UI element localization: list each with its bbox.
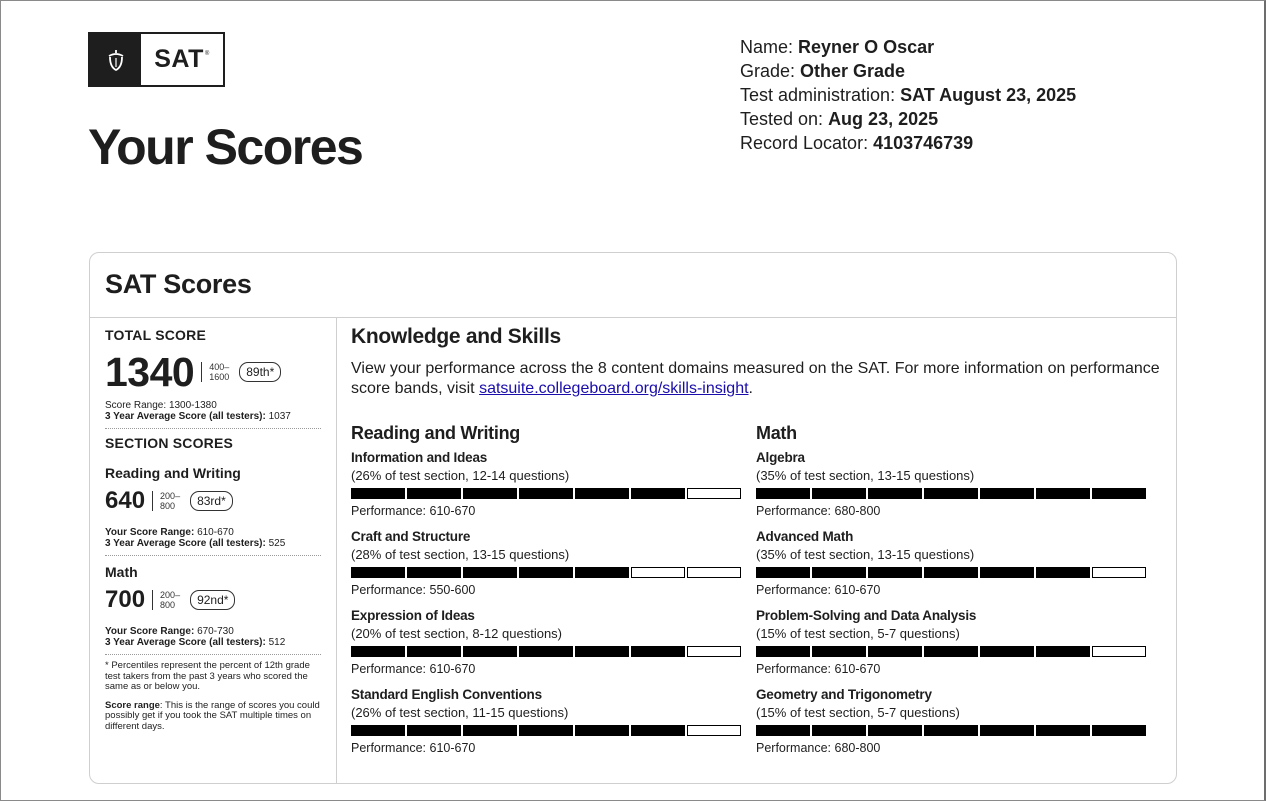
student-info	[740, 35, 1076, 155]
bar-segment-filled	[980, 725, 1034, 736]
bar-segment-filled	[812, 646, 866, 657]
skills-insight-link[interactable]: satsuite.collegeboard.org/skills-insight	[479, 380, 749, 397]
domain-share: (35% of test section, 13-15 questions)	[756, 547, 975, 562]
bar-segment-filled	[351, 646, 405, 657]
performance-bar	[351, 488, 743, 499]
bar-segment-filled	[631, 646, 685, 657]
bar-segment-filled	[463, 488, 517, 499]
dotted-divider	[105, 555, 321, 556]
domain-column-title: Reading and Writing	[351, 423, 520, 443]
bar-segment-filled	[980, 646, 1034, 657]
record-locator-row: Record Locator: 4103746739	[740, 133, 974, 153]
bar-segment-filled	[519, 488, 573, 499]
domain-performance: Performance: 610-670	[756, 662, 881, 676]
column-divider	[336, 318, 337, 784]
performance-bar	[756, 725, 1148, 736]
performance-bar	[756, 567, 1148, 578]
bar-segment-empty	[687, 567, 741, 578]
domain-item	[756, 687, 1161, 766]
student-name: Reyner O Oscar	[798, 37, 935, 57]
bar-segment-filled	[351, 725, 405, 736]
section-name: Math	[105, 564, 138, 580]
bar-segment-filled	[868, 646, 922, 657]
bar-segment-filled	[1036, 567, 1090, 578]
domain-item	[351, 687, 756, 766]
domain-performance: Performance: 610-670	[351, 504, 476, 518]
bar-segment-filled	[575, 488, 629, 499]
domain-share: (35% of test section, 13-15 questions)	[756, 468, 975, 483]
bar-segment-filled	[463, 725, 517, 736]
score-separator	[152, 491, 153, 511]
bar-segment-filled	[575, 725, 629, 736]
bar-segment-filled	[756, 646, 810, 657]
bar-segment-empty	[687, 725, 741, 736]
bar-segment-filled	[351, 567, 405, 578]
section-score-row	[105, 586, 321, 614]
knowledge-skills-title: Knowledge and Skills	[351, 325, 561, 348]
student-grade: Other Grade	[800, 61, 906, 81]
section-average-score: 3 Year Average Score (all testers): 512	[105, 637, 286, 648]
bar-segment-filled	[1036, 646, 1090, 657]
test-administration: SAT August 23, 2025	[900, 85, 1077, 105]
total-score-label: TOTAL SCORE	[105, 327, 206, 343]
domain-name: Information and Ideas	[351, 450, 488, 465]
section-rw	[105, 465, 321, 556]
bar-segment-filled	[980, 567, 1034, 578]
domain-item	[351, 529, 756, 608]
domain-item	[756, 608, 1161, 687]
section-percentile-badge: 83rd*	[190, 491, 233, 511]
acorn-icon	[90, 34, 141, 85]
bar-segment-filled	[756, 567, 810, 578]
domain-name: Geometry and Trigonometry	[756, 687, 932, 702]
bar-segment-filled	[868, 725, 922, 736]
domain-share: (15% of test section, 5-7 questions)	[756, 705, 960, 720]
bar-segment-empty	[1092, 646, 1146, 657]
bar-segment-filled	[407, 488, 461, 499]
bar-segment-filled	[924, 488, 978, 499]
score-separator	[201, 362, 202, 382]
bar-segment-filled	[1092, 725, 1146, 736]
total-score-scale: 400– 1600	[209, 362, 230, 382]
tested-on-row: Tested on: Aug 23, 2025	[740, 109, 939, 129]
bar-segment-filled	[924, 725, 978, 736]
domain-column	[351, 423, 756, 766]
performance-bar	[351, 646, 743, 657]
bar-segment-empty	[687, 488, 741, 499]
bar-segment-filled	[519, 725, 573, 736]
bar-segment-filled	[463, 646, 517, 657]
section-score: 700	[105, 586, 146, 613]
domain-share: (26% of test section, 11-15 questions)	[351, 705, 569, 720]
score-separator	[152, 590, 153, 610]
sat-logo	[88, 32, 225, 87]
bar-segment-filled	[1036, 488, 1090, 499]
performance-bar	[756, 646, 1148, 657]
record-locator: 4103746739	[873, 133, 974, 153]
domain-name: Advanced Math	[756, 529, 854, 544]
card-divider	[90, 317, 1176, 318]
domain-name: Algebra	[756, 450, 805, 465]
percentile-footnote: * Percentiles represent the percent of 12th grade test takers from the past 3 years who scored the same as or below you.	[105, 660, 310, 692]
sat-scores-card	[89, 252, 1177, 784]
bar-segment-filled	[924, 646, 978, 657]
bar-segment-empty	[631, 567, 685, 578]
bar-segment-filled	[575, 567, 629, 578]
section-score-range: Your Score Range: 670-730	[105, 626, 234, 637]
performance-bar	[351, 725, 743, 736]
domain-performance: Performance: 550-600	[351, 583, 476, 597]
test-administration-row: Test administration: SAT August 23, 2025	[740, 85, 1077, 105]
domain-name: Problem-Solving and Data Analysis	[756, 608, 977, 623]
student-grade-row: Grade: Other Grade	[740, 61, 906, 81]
bar-segment-filled	[1036, 725, 1090, 736]
domain-item	[756, 529, 1161, 608]
section-average-score: 3 Year Average Score (all testers): 525	[105, 538, 286, 549]
bar-segment-filled	[868, 567, 922, 578]
card-title: SAT Scores	[105, 269, 252, 299]
bar-segment-filled	[812, 567, 866, 578]
total-score: 1340	[105, 349, 195, 395]
bar-segment-empty	[1092, 567, 1146, 578]
bar-segment-filled	[812, 488, 866, 499]
score-range-footnote: Score range: This is the range of scores you could possibly get if you took the SAT multiple times on different days.	[105, 699, 320, 732]
dotted-divider	[105, 654, 321, 655]
domain-item	[351, 450, 756, 529]
bar-segment-filled	[351, 488, 405, 499]
domain-performance: Performance: 610-670	[351, 741, 476, 755]
bar-segment-filled	[1092, 488, 1146, 499]
bar-segment-filled	[812, 725, 866, 736]
bar-segment-empty	[687, 646, 741, 657]
bar-segment-filled	[756, 725, 810, 736]
scores-column	[105, 327, 321, 732]
domain-column	[756, 423, 1161, 766]
total-score-row	[105, 350, 321, 394]
section-score-scale: 200– 800	[160, 491, 181, 511]
bar-segment-filled	[631, 725, 685, 736]
domain-item	[351, 608, 756, 687]
bar-segment-filled	[407, 725, 461, 736]
domain-performance: Performance: 680-800	[756, 504, 881, 518]
page-title: Your Scores	[88, 119, 363, 175]
domain-share: (28% of test section, 13-15 questions)	[351, 547, 570, 562]
bar-segment-filled	[407, 646, 461, 657]
domain-name: Expression of Ideas	[351, 608, 475, 623]
bar-segment-filled	[463, 567, 517, 578]
logo-wordmark: SAT ®	[154, 45, 210, 73]
domain-share: (26% of test section, 12-14 questions)	[351, 468, 570, 483]
domain-column-title: Math	[756, 423, 797, 443]
bar-segment-filled	[575, 646, 629, 657]
section-score-range: Your Score Range: 610-670	[105, 527, 234, 538]
domain-item	[756, 450, 1161, 529]
section-math	[105, 564, 321, 655]
bar-segment-filled	[868, 488, 922, 499]
section-name: Reading and Writing	[105, 465, 241, 481]
section-scores-label: SECTION SCORES	[105, 435, 234, 451]
bar-segment-filled	[924, 567, 978, 578]
section-score: 640	[105, 487, 146, 514]
knowledge-skills-description: View your performance across the 8 content domains measured on the SAT. For more information on performance score bands, visit satsuite.collegeboard.org/skills-insight.	[351, 360, 1160, 397]
domain-name: Standard English Conventions	[351, 687, 542, 702]
domain-share: (15% of test section, 5-7 questions)	[756, 626, 960, 641]
bar-segment-filled	[756, 488, 810, 499]
bar-segment-filled	[519, 567, 573, 578]
performance-bar	[351, 567, 743, 578]
knowledge-skills-column	[351, 325, 1161, 755]
bar-segment-filled	[980, 488, 1034, 499]
bar-segment-filled	[407, 567, 461, 578]
dotted-divider	[105, 428, 321, 429]
section-percentile-badge: 92nd*	[190, 590, 235, 610]
total-average-score: 3 Year Average Score (all testers): 1037	[105, 411, 291, 422]
bar-segment-filled	[519, 646, 573, 657]
section-score-scale: 200– 800	[160, 590, 181, 610]
performance-bar	[756, 488, 1148, 499]
tested-on: Aug 23, 2025	[828, 109, 939, 129]
student-name-row: Name: Reyner O Oscar	[740, 37, 935, 57]
domain-performance: Performance: 610-670	[756, 583, 881, 597]
total-score-range: Score Range: 1300-1380	[105, 400, 217, 411]
total-percentile-badge: 89th*	[239, 362, 281, 382]
domain-performance: Performance: 610-670	[351, 662, 476, 676]
domain-columns	[351, 423, 1161, 766]
section-score-row	[105, 487, 321, 515]
domain-performance: Performance: 680-800	[756, 741, 881, 755]
domain-share: (20% of test section, 8-12 questions)	[351, 626, 563, 641]
bar-segment-filled	[631, 488, 685, 499]
domain-name: Craft and Structure	[351, 529, 471, 544]
